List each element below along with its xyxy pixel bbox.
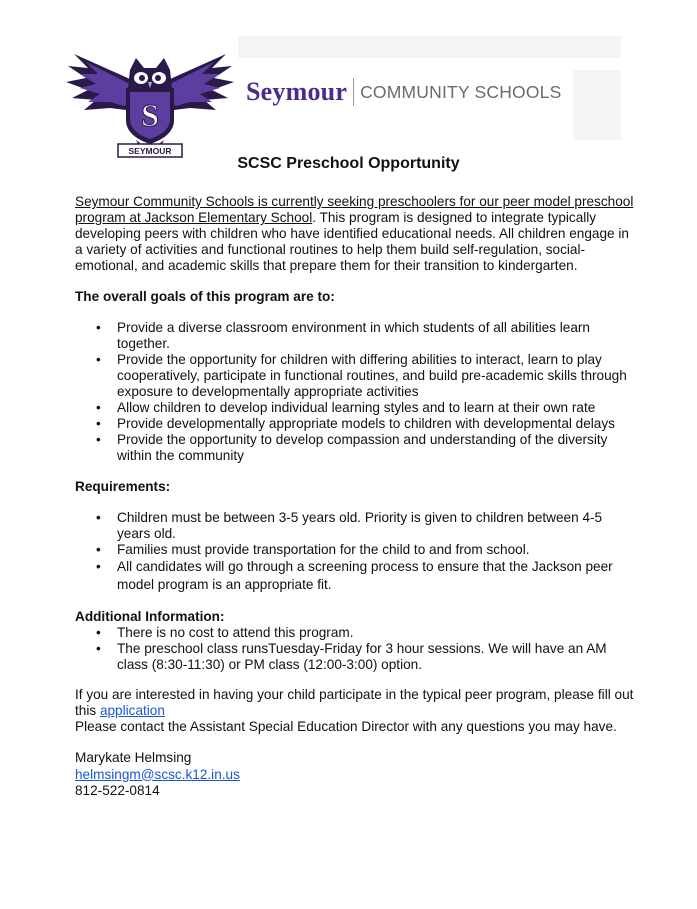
- additional-info-list: [75, 625, 635, 673]
- list-item: • Families must provide transportation for the child to and from school.: [75, 542, 635, 558]
- list-item: • Provide a diverse classroom environment in which students of all abilities learn together.: [75, 320, 635, 352]
- list-item: • The preschool class runsTuesday-Friday for 3 hour sessions. We will have an AM class (8:30-11:30) or PM class (12:00-3:00) option.: [75, 641, 635, 673]
- contact-instructions: Please contact the Assistant Special Education Director with any questions you may have.: [75, 719, 617, 735]
- list-item: • Provide the opportunity for children with differing abilities to interact, learn to play cooperatively, participate in functional routines, and build pre-academic skills through exposure to developmentally appropriate activities: [75, 352, 635, 400]
- contact-name: Marykate Helmsing: [75, 750, 192, 766]
- header-background-right: [573, 70, 621, 140]
- requirements-heading: Requirements:: [75, 479, 171, 495]
- header-background: [238, 36, 621, 58]
- list-item: • Provide the opportunity to develop compassion and understanding of the diversity within the community: [75, 432, 635, 464]
- contact-block: [75, 750, 635, 798]
- list-item: • There is no cost to attend this program.: [75, 625, 635, 641]
- call-to-action: [75, 687, 635, 735]
- contact-phone: 812-522-0814: [75, 782, 160, 798]
- svg-text:S: S: [141, 97, 159, 133]
- list-item: • Children must be between 3-5 years old. Priority is given to children between 4-5 years old.: [75, 510, 635, 542]
- intro-underlined: Seymour Community Schools is currently seeking preschoolers for our peer model preschool program at Jackson Elementary School: [75, 194, 634, 226]
- cta-text: If you are interested in having your child participate in the typical peer program, please fill out this: [75, 687, 634, 719]
- page-title: SCSC Preschool Opportunity: [237, 155, 460, 172]
- intro-rest: . This program is designed to integrate typically developing peers with children who have identified educational needs. All children engage in a variety of activities and functional routines to help them build self-regulation, social-emotional, and academic skills that prepare them for their transition to kindergarten.: [75, 210, 629, 274]
- brand-name: Seymour: [246, 77, 348, 106]
- contact-email-link[interactable]: helmsingm@scsc.k12.in.us: [75, 766, 240, 782]
- list-item: • All candidates will go through a screening process to ensure that the Jackson peer model program is an appropriate fit.: [75, 558, 635, 594]
- owl-mascot-logo: [66, 48, 234, 158]
- svg-text:SEYMOUR: SEYMOUR: [128, 146, 172, 156]
- goals-heading: The overall goals of this program are to:: [75, 289, 335, 305]
- brand-divider: [353, 78, 354, 106]
- school-brand: [246, 77, 562, 107]
- brand-subtitle: COMMUNITY SCHOOLS: [360, 81, 562, 102]
- list-item: • Allow children to develop individual learning styles and to learn at their own rate: [75, 400, 635, 416]
- document-body: [75, 194, 635, 799]
- additional-info-heading: Additional Information:: [75, 608, 225, 624]
- intro-paragraph: [75, 194, 635, 274]
- list-item: • Provide developmentally appropriate models to children with developmental delays: [75, 416, 635, 432]
- goals-list: [75, 320, 635, 465]
- requirements-list: [75, 510, 635, 594]
- application-link[interactable]: application: [99, 703, 165, 719]
